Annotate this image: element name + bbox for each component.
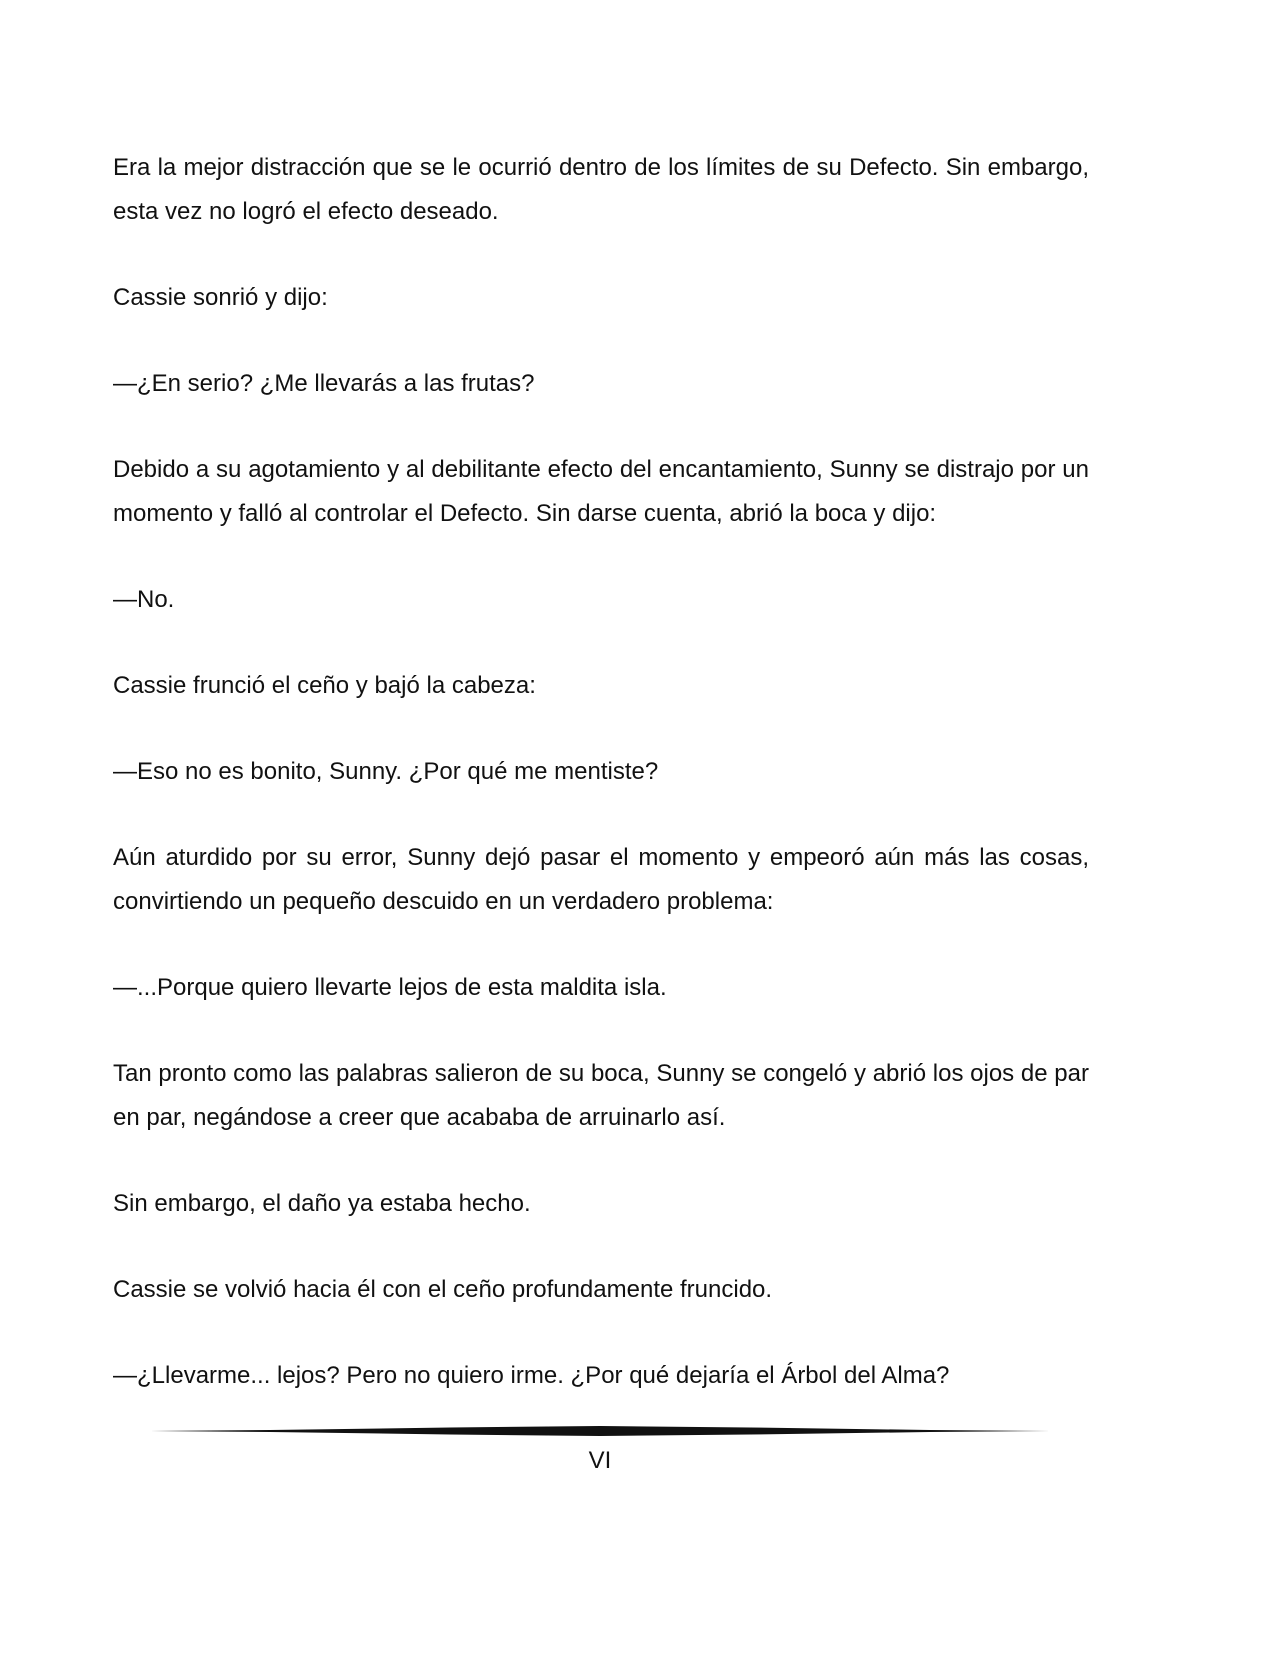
paragraph-8: Aún aturdido por su error, Sunny dejó pasar el momento y empeoró aún más las cosas, convirtiendo un pequeño descuido en un verdadero problema:: [113, 844, 1089, 915]
paragraph-13: —¿Llevarme... lejos? Pero no quiero irme. ¿Por qué dejaría el Árbol del Alma?: [113, 1362, 950, 1389]
body-text: [113, 146, 1089, 1440]
paragraph-9: —...Porque quiero llevarte lejos de esta maldita isla.: [113, 974, 667, 1001]
paragraph-6: Cassie frunció el ceño y bajó la cabeza:: [113, 672, 536, 699]
paragraph-1: Era la mejor distracción que se le ocurrió dentro de los límites de su Defecto. Sin embargo, esta vez no logró el efecto deseado.: [113, 154, 1089, 225]
paragraph-11: Sin embargo, el daño ya estaba hecho.: [113, 1190, 531, 1217]
paragraph-3: —¿En serio? ¿Me llevarás a las frutas?: [113, 370, 535, 397]
page-number: VI: [588, 1447, 612, 1474]
paragraph-4: Debido a su agotamiento y al debilitante efecto del encantamiento, Sunny se distrajo por un momento y falló al controlar el Defecto. Sin darse cuenta, abrió la boca y dijo:: [113, 456, 1089, 527]
tapered-rule-divider-icon: [150, 1424, 1050, 1438]
paragraph-7: —Eso no es bonito, Sunny. ¿Por qué me mentiste?: [113, 758, 659, 785]
paragraph-2: Cassie sonrió y dijo:: [113, 284, 328, 311]
paragraph-5: —No.: [113, 586, 175, 613]
paragraph-12: Cassie se volvió hacia él con el ceño profundamente fruncido.: [113, 1276, 773, 1303]
paragraph-10: Tan pronto como las palabras salieron de su boca, Sunny se congeló y abrió los ojos de par en par, negándose a creer que acababa de arruinarlo así.: [113, 1060, 1089, 1131]
